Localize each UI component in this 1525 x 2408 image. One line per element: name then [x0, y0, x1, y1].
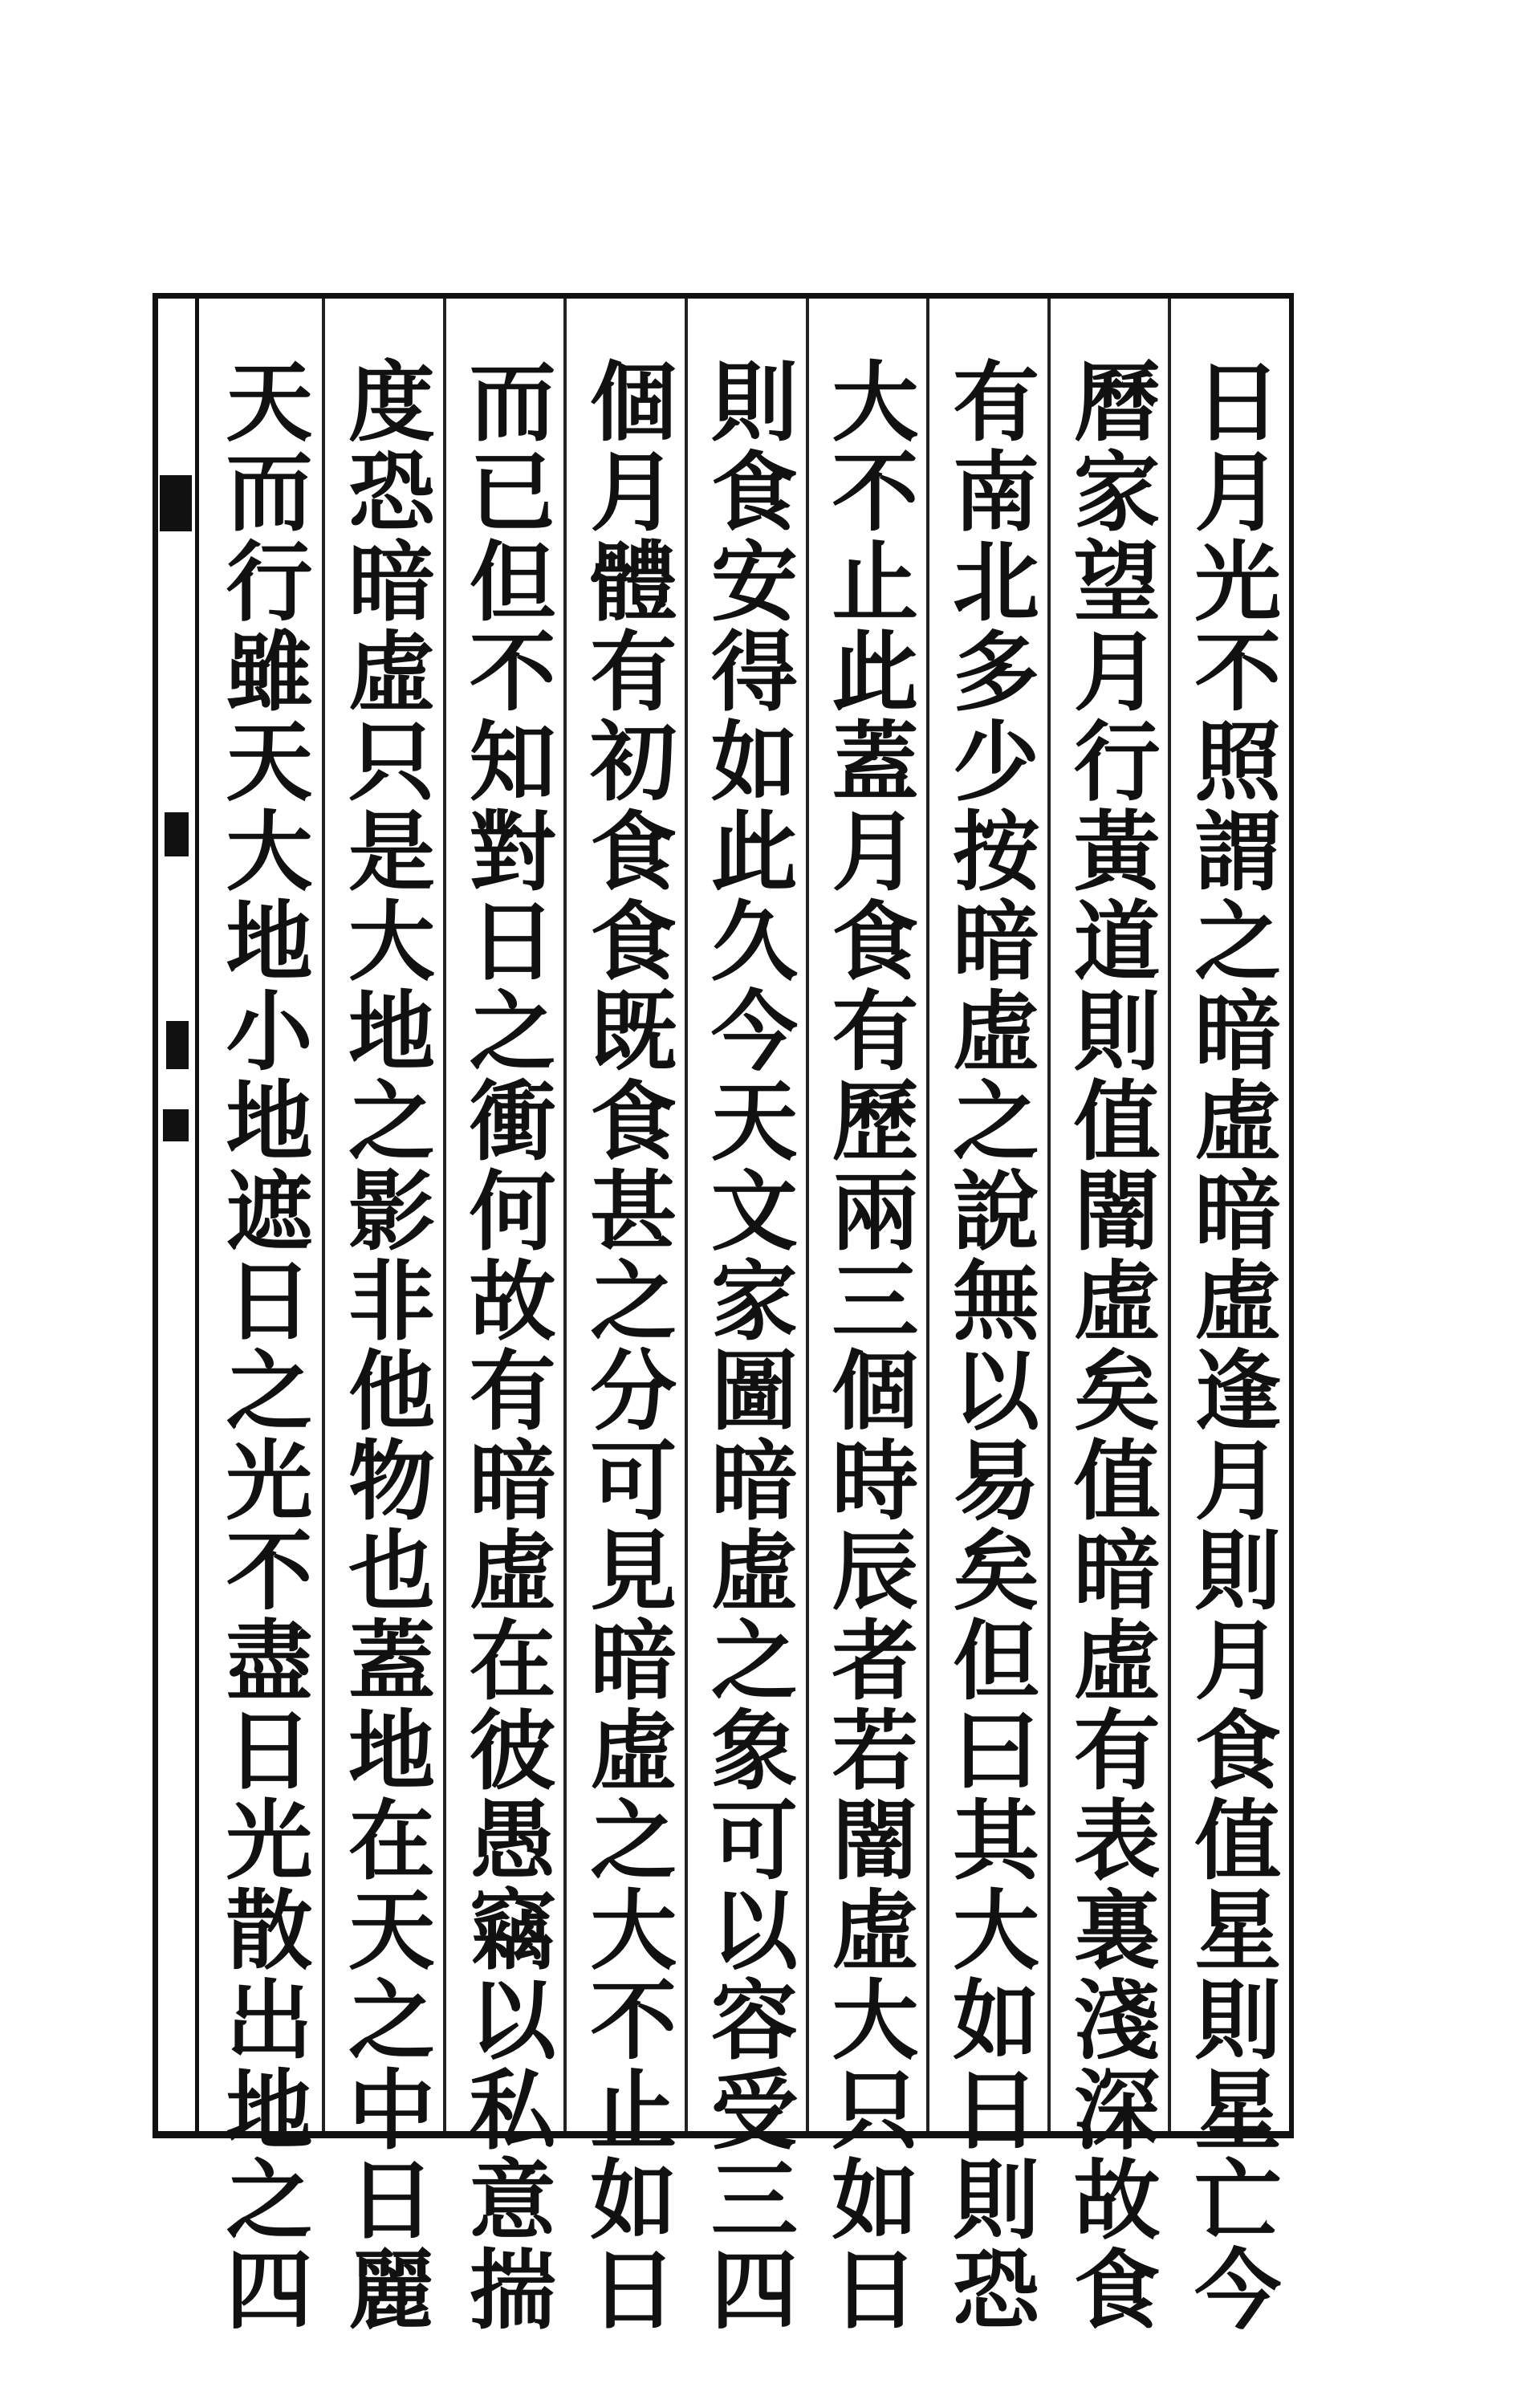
fold-mark	[166, 1021, 189, 1069]
column-text: 日月光不照謂之暗虛暗虛逢月則月食值星則星亡今	[1179, 356, 1281, 2334]
column-text: 天而行雖天大地小地遮日之光不盡日光散出地之四	[210, 356, 312, 2334]
text-column	[322, 299, 443, 2334]
text-column	[926, 299, 1047, 2334]
text-column	[685, 299, 806, 2334]
text-column	[443, 299, 564, 2334]
fold-mark	[163, 1109, 189, 1141]
center-fold-margin	[158, 299, 200, 2131]
column-text: 有南北多少按暗虛之說無以易矣但曰其大如日則恐	[937, 356, 1039, 2334]
text-column	[1168, 299, 1289, 2334]
column-text: 則食安得如此久今天文家圖暗虛之象可以容受三四	[696, 356, 798, 2334]
text-column	[806, 299, 927, 2334]
column-text: 度恐暗虛只是大地之影非他物也蓋地在天之中日麗	[333, 356, 435, 2334]
text-column	[563, 299, 685, 2334]
frame-top-border	[152, 293, 1292, 299]
column-text: 而已但不知對日之衝何故有暗虛在彼愚竊以私意揣	[454, 356, 556, 2334]
fold-mark	[160, 475, 192, 531]
text-columns	[201, 299, 1289, 2334]
frame-left-border	[152, 293, 158, 2138]
column-text: 個月體有初食食既食甚之分可見暗虛之大不止如日	[575, 356, 677, 2334]
frame-right-border	[1289, 293, 1294, 2138]
center-fold-line	[195, 299, 199, 2131]
fold-mark	[165, 812, 189, 856]
column-text: 曆家望月行黃道則值闇虛矣值暗虛有表裏淺深故食	[1059, 356, 1161, 2334]
text-column	[1047, 299, 1169, 2334]
text-column	[201, 299, 323, 2334]
column-text: 大不止此蓋月食有歷兩三個時辰者若闇虛大只如日	[816, 356, 918, 2334]
